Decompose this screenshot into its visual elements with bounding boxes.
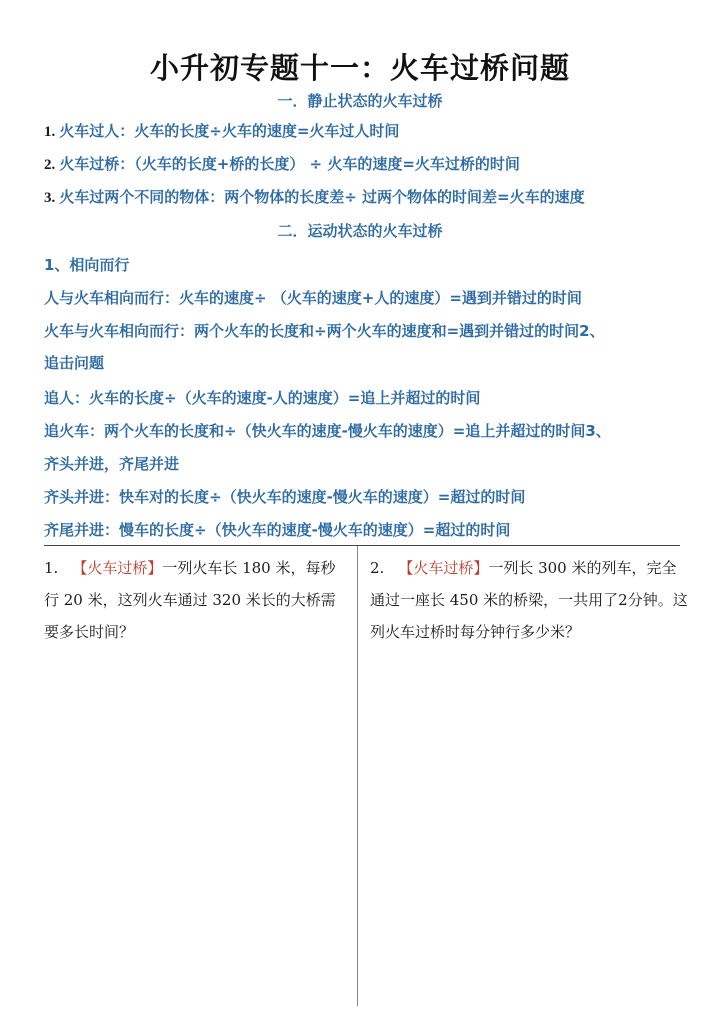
formula-item-1 [44, 120, 399, 141]
formula-line: 人与火车相向而行：火车的速度÷ （火车的速度+人的速度）=遇到并错过的时间 [44, 289, 582, 307]
formula-line: 火车与火车相向而行：两个火车的长度和÷两个火车的速度和=遇到并错过的时间2、 [44, 322, 605, 340]
formula-item-2 [44, 153, 520, 174]
problem-number: 1. [44, 559, 59, 577]
item-number: 3. [44, 190, 56, 206]
problem-number: 2. [370, 559, 385, 577]
problem-tag: 【火车过桥】 [72, 559, 163, 577]
formula-text: 火车过两个不同的物体：两个物体的长度差÷ 过两个物体的时间差=火车的速度 [59, 188, 585, 206]
formula-line: 齐头并进：快车对的长度÷（快火车的速度-慢火车的速度）=超过的时间 [44, 488, 526, 506]
formula-line: 齐尾并进：慢车的长度÷（快火车的速度-慢火车的速度）=超过的时间 [44, 521, 511, 539]
problem-1 [44, 552, 350, 648]
horizontal-divider [44, 545, 680, 546]
item-number: 2. [44, 157, 56, 173]
item-number: 1. [44, 124, 56, 140]
vertical-divider [357, 546, 358, 1006]
formula-item-3 [44, 186, 585, 207]
problem-2 [370, 552, 688, 648]
formula-text: 火车过桥：（火车的长度+桥的长度） ÷ 火车的速度=火车过桥的时间 [59, 155, 520, 173]
formula-line: 齐头并进，齐尾并进 [44, 455, 180, 473]
formula-line: 追火车：两个火车的长度和÷（快火车的速度-慢火车的速度）=追上并超过的时间3、 [44, 422, 611, 440]
problem-text: 一列火车长 180 米，每秒行 20 米，这列火车通过 320 米长的大桥需要多长时间？ [44, 559, 336, 641]
problem-text: 一列长 300 米的列车，完全通过一座长 450 米的桥梁，一共用了2分钟。这列火车过桥时每分钟行多少米？ [370, 559, 688, 641]
formula-text: 火车过人：火车的长度÷火车的速度=火车过人时间 [59, 122, 400, 140]
formula-line: 追击问题 [44, 354, 105, 372]
section-1-heading: 一．静止状态的火车过桥 [277, 92, 443, 110]
section-2-heading: 二．运动状态的火车过桥 [277, 222, 443, 240]
subsection-heading: 1、相向而行 [44, 256, 130, 274]
problem-tag: 【火车过桥】 [398, 559, 489, 577]
formula-line: 追人：火车的长度÷（火车的速度-人的速度）=追上并超过的时间 [44, 389, 481, 407]
page-title: 小升初专题十一：火车过桥问题 [149, 51, 570, 85]
